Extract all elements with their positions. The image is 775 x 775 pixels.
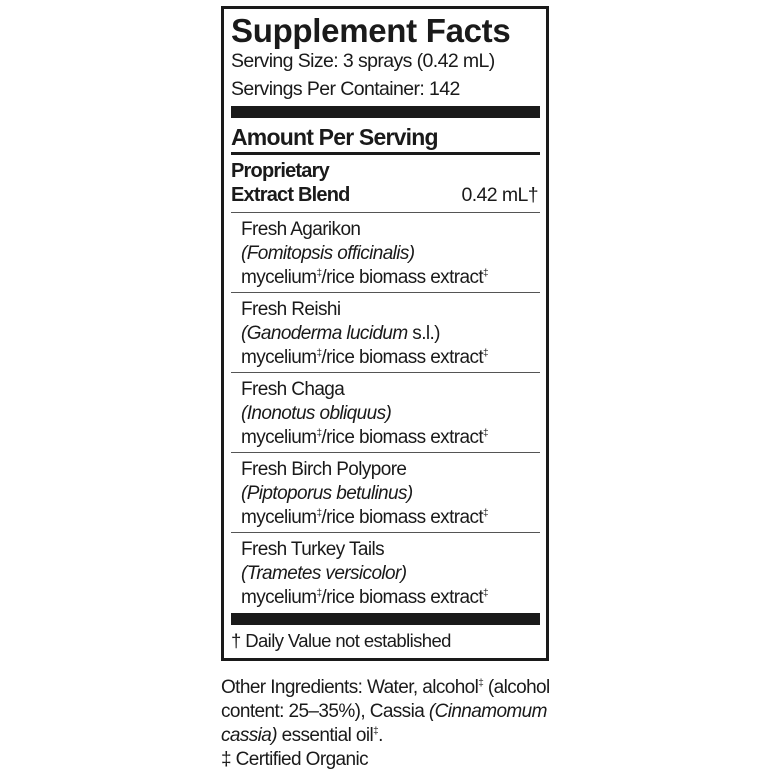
latin-text: (Inonotus obliquus) (241, 403, 392, 424)
form-text: mycelium (241, 267, 317, 288)
servings-per-container: Servings Per Container: 142 (231, 78, 460, 100)
latin-text: (Fomitopsis officinalis) (241, 243, 415, 264)
divider (231, 212, 540, 213)
blend-amount: 0.42 mL† (461, 184, 538, 206)
organic-mark: ‡ (483, 508, 488, 519)
form-text: /rice biomass extract (321, 507, 484, 528)
ingredient-name: Fresh Chaga (241, 379, 345, 400)
ingredient-form (241, 426, 488, 450)
form-text: /rice biomass extract (321, 267, 484, 288)
amount-per-serving-heading: Amount Per Serving (231, 124, 438, 150)
organic-mark: ‡ (316, 428, 322, 439)
other-ingredients-text: (alcohol content: 25–35%), Cassia (221, 677, 550, 722)
organic-mark: ‡ (483, 588, 488, 599)
form-text: mycelium (241, 587, 317, 608)
ingredient-item (241, 378, 488, 450)
form-text: /rice biomass extract (321, 427, 484, 448)
supplement-facts-panel (221, 6, 549, 661)
ingredient-latin-name (241, 242, 488, 266)
ingredient-form (241, 586, 488, 610)
form-text: mycelium (241, 507, 317, 528)
form-text: mycelium (241, 427, 317, 448)
ingredient-latin-name (241, 402, 488, 426)
organic-mark: ‡ (373, 726, 379, 737)
divider (231, 452, 540, 453)
ingredient-name: Fresh Agarikon (241, 219, 361, 240)
ingredient-form (241, 266, 488, 290)
ingredient-latin-name (241, 482, 488, 506)
form-text: /rice biomass extract (321, 587, 484, 608)
latin-text: (Ganoderma lucidum (241, 323, 408, 344)
thick-divider (231, 106, 540, 118)
organic-mark: ‡ (483, 428, 488, 439)
other-ingredients-text: Other Ingredients: Water, alcohol (221, 677, 479, 698)
form-text: mycelium (241, 347, 317, 368)
other-ingredients (221, 676, 551, 772)
ingredient-name: Fresh Reishi (241, 299, 341, 320)
form-text: /rice biomass extract (321, 347, 484, 368)
latin-text: (Piptoporus betulinus) (241, 483, 413, 504)
divider (231, 372, 540, 373)
cassia-latin-name: (Cinnamomum cassia) (221, 701, 547, 746)
ingredient-form (241, 346, 488, 370)
ingredient-item (241, 218, 488, 290)
ingredient-item (241, 298, 488, 370)
organic-mark: ‡ (316, 348, 322, 359)
ingredient-latin-name (241, 322, 488, 346)
footnote-daily-value: † Daily Value not established (231, 630, 451, 651)
divider (231, 532, 540, 533)
certified-organic-note: ‡ Certified Organic (221, 749, 369, 770)
latin-suffix: s.l.) (407, 323, 440, 344)
organic-mark: ‡ (316, 268, 322, 279)
organic-mark: ‡ (316, 508, 322, 519)
medium-divider (231, 152, 540, 155)
organic-mark: ‡ (478, 678, 484, 689)
divider (231, 292, 540, 293)
ingredient-item (241, 538, 488, 610)
blend-name-line2: Extract Blend (231, 184, 350, 206)
other-ingredients-text: essential oil (276, 725, 374, 746)
latin-text: (Trametes versicolor) (241, 563, 407, 584)
ingredient-form (241, 506, 488, 530)
organic-mark: ‡ (483, 348, 488, 359)
thick-divider (231, 613, 540, 625)
other-ingredients-text: . (378, 725, 383, 746)
panel-title: Supplement Facts (231, 12, 511, 49)
ingredient-name: Fresh Turkey Tails (241, 539, 385, 560)
ingredient-name: Fresh Birch Polypore (241, 459, 407, 480)
serving-size: Serving Size: 3 sprays (0.42 mL) (231, 50, 495, 72)
organic-mark: ‡ (316, 588, 322, 599)
blend-name-line1: Proprietary (231, 160, 329, 182)
ingredient-latin-name (241, 562, 488, 586)
organic-mark: ‡ (483, 268, 488, 279)
ingredient-item (241, 458, 488, 530)
